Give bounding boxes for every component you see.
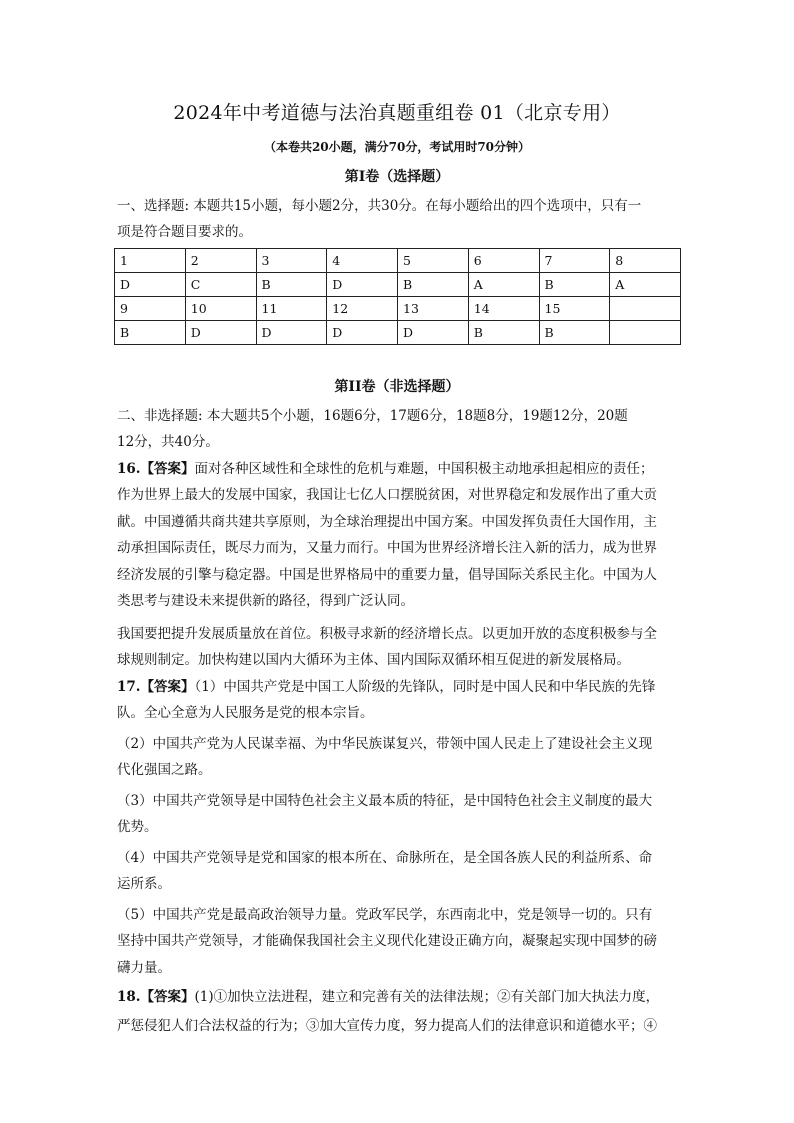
answer-table-cell: B <box>539 321 610 345</box>
answer-table-cell: 15 <box>539 297 610 321</box>
q16-label: 16.【答案】 <box>117 461 195 477</box>
answer-table-cell: B <box>256 273 327 297</box>
document-subtitle: （本卷共20小题，满分70分，考试用时70分钟） <box>263 140 531 154</box>
q17-line11: 礴力量。 <box>117 960 171 976</box>
answer-table-cell: D <box>398 321 469 345</box>
answer-table-cell: 13 <box>398 297 469 321</box>
q17-text-line1: （1）中国共产党是中国工人阶级的先锋队，同时是中国人民和中华民族的先锋 <box>194 679 656 695</box>
answer-table-cell: D <box>327 273 398 297</box>
q18-line1 <box>117 984 680 1011</box>
answer-table-cell: A <box>468 273 539 297</box>
answer-table-cell: 7 <box>539 249 610 273</box>
answer-table-cell: 9 <box>115 297 186 321</box>
answer-table-cell: D <box>185 321 256 345</box>
answer-table-cell: D <box>256 321 327 345</box>
answer-table-cell: 1 <box>115 249 186 273</box>
answer-table-cell: B <box>539 273 610 297</box>
q18-text-line1: (1)①加快立法进程，建立和完善有关的法律法规；②有关部门加大执法力度， <box>194 989 660 1005</box>
document-title: 2024年中考道德与法治真题重组卷 01（北京专用） <box>173 102 621 124</box>
answer-table-cell: D <box>115 273 186 297</box>
answer-table-cell: 5 <box>398 249 469 273</box>
q18-line2: 严惩侵犯人们合法权益的行为；③加大宣传力度，努力提高人们的法律意识和道德水平；④ <box>117 1018 657 1034</box>
q16-line7: 我国要把提升发展质量放在首位。积极寻求新的经济增长点。以更加开放的态度积极参与全 <box>117 626 657 642</box>
q17-line7: （4）中国共产党领导是党和国家的根本所在、命脉所在，是全国各族人民的利益所系、命 <box>117 850 653 866</box>
q16-line4: 动承担国际责任，既尽力而为，又量力而行。中国为世界经济增长注入新的活力，成为世界 <box>117 540 657 556</box>
q17-line9: （5）中国共产党是最高政治领导力量。党政军民学，东西南北中，党是领导一切的。只有 <box>117 907 653 923</box>
q16-line8: 球规则制定。加快构建以国内大循环为主体、国内国际双循环相互促进的新发展格局。 <box>117 652 630 668</box>
answer-table-cell: 2 <box>185 249 256 273</box>
q16-line5: 经济发展的引擎与稳定器。中国是世界格局中的重要力量，倡导国际关系民主化。中国为人 <box>117 567 657 583</box>
answer-table-cell: B <box>115 321 186 345</box>
part1-instructions-line1: 一、选择题: 本题共15小题，每小题2分，共30分。在每小题给出的四个选项中，只有一 <box>117 198 642 214</box>
answer-table-row <box>115 297 681 321</box>
part2-instructions-line2: 12分，共40分。 <box>117 434 219 450</box>
q17-line10: 坚持中国共产党领导，才能确保我国社会主义现代化建设正确方向，凝聚起实现中国梦的磅 <box>117 933 657 949</box>
answer-table-cell: B <box>468 321 539 345</box>
answer-table-cell: 14 <box>468 297 539 321</box>
answer-table-cell: 8 <box>610 249 681 273</box>
q17-label: 17.【答案】 <box>117 679 195 695</box>
part1-heading: 第I卷（选择题） <box>344 169 450 185</box>
q16-line6: 类思考与建设未来提供新的路径，得到广泛认同。 <box>117 593 414 609</box>
q17-line3: （2）中国共产党为人民谋幸福、为中华民族谋复兴，带领中国人民走上了建设社会主义现 <box>117 736 653 752</box>
q16-line3: 献。中国遵循共商共建共享原则，为全球治理提出中国方案。中国发挥负责任大国作用，主 <box>117 514 657 530</box>
answer-table-cell: C <box>185 273 256 297</box>
answer-table-cell <box>610 321 681 345</box>
q18-label: 18.【答案】 <box>117 989 195 1005</box>
q17-line1 <box>117 674 680 701</box>
answer-table-cell: 11 <box>256 297 327 321</box>
q17-line2: 队。全心全意为人民服务是党的根本宗旨。 <box>117 705 374 721</box>
q17-line5: （3）中国共产党领导是中国特色社会主义最本质的特征，是中国特色社会主义制度的最大 <box>117 793 653 809</box>
answer-table-cell: 12 <box>327 297 398 321</box>
answer-table-row <box>115 249 681 273</box>
part1-instructions-line2: 项是符合题目要求的。 <box>117 224 252 240</box>
answer-table-cell: B <box>398 273 469 297</box>
answer-table-cell: 10 <box>185 297 256 321</box>
q16-text-line1: 面对各种区域性和全球性的危机与难题，中国积极主动地承担起相应的责任； <box>194 461 654 477</box>
answer-table-cell: D <box>327 321 398 345</box>
answer-table-cell <box>610 297 681 321</box>
q17-line8: 运所系。 <box>117 876 171 892</box>
q17-line4: 代化强国之路。 <box>117 762 212 778</box>
answer-table-row <box>115 321 681 345</box>
answer-table-cell: 3 <box>256 249 327 273</box>
answer-table-cell: 4 <box>327 249 398 273</box>
part2-heading: 第II卷（非选择题） <box>334 379 460 395</box>
q16-line2: 作为世界上最大的发展中国家，我国让七亿人口摆脱贫困，对世界稳定和发展作出了重大贡 <box>117 487 657 503</box>
q17-line6: 优势。 <box>117 819 158 835</box>
answer-table <box>114 248 681 345</box>
q16-line1 <box>117 456 680 483</box>
answer-table-row <box>115 273 681 297</box>
part2-instructions-line1: 二、非选择题: 本大题共5个小题，16题6分，17题6分，18题8分，19题12分，20题 <box>117 408 628 424</box>
answer-table-cell: 6 <box>468 249 539 273</box>
answer-table-cell: A <box>610 273 681 297</box>
